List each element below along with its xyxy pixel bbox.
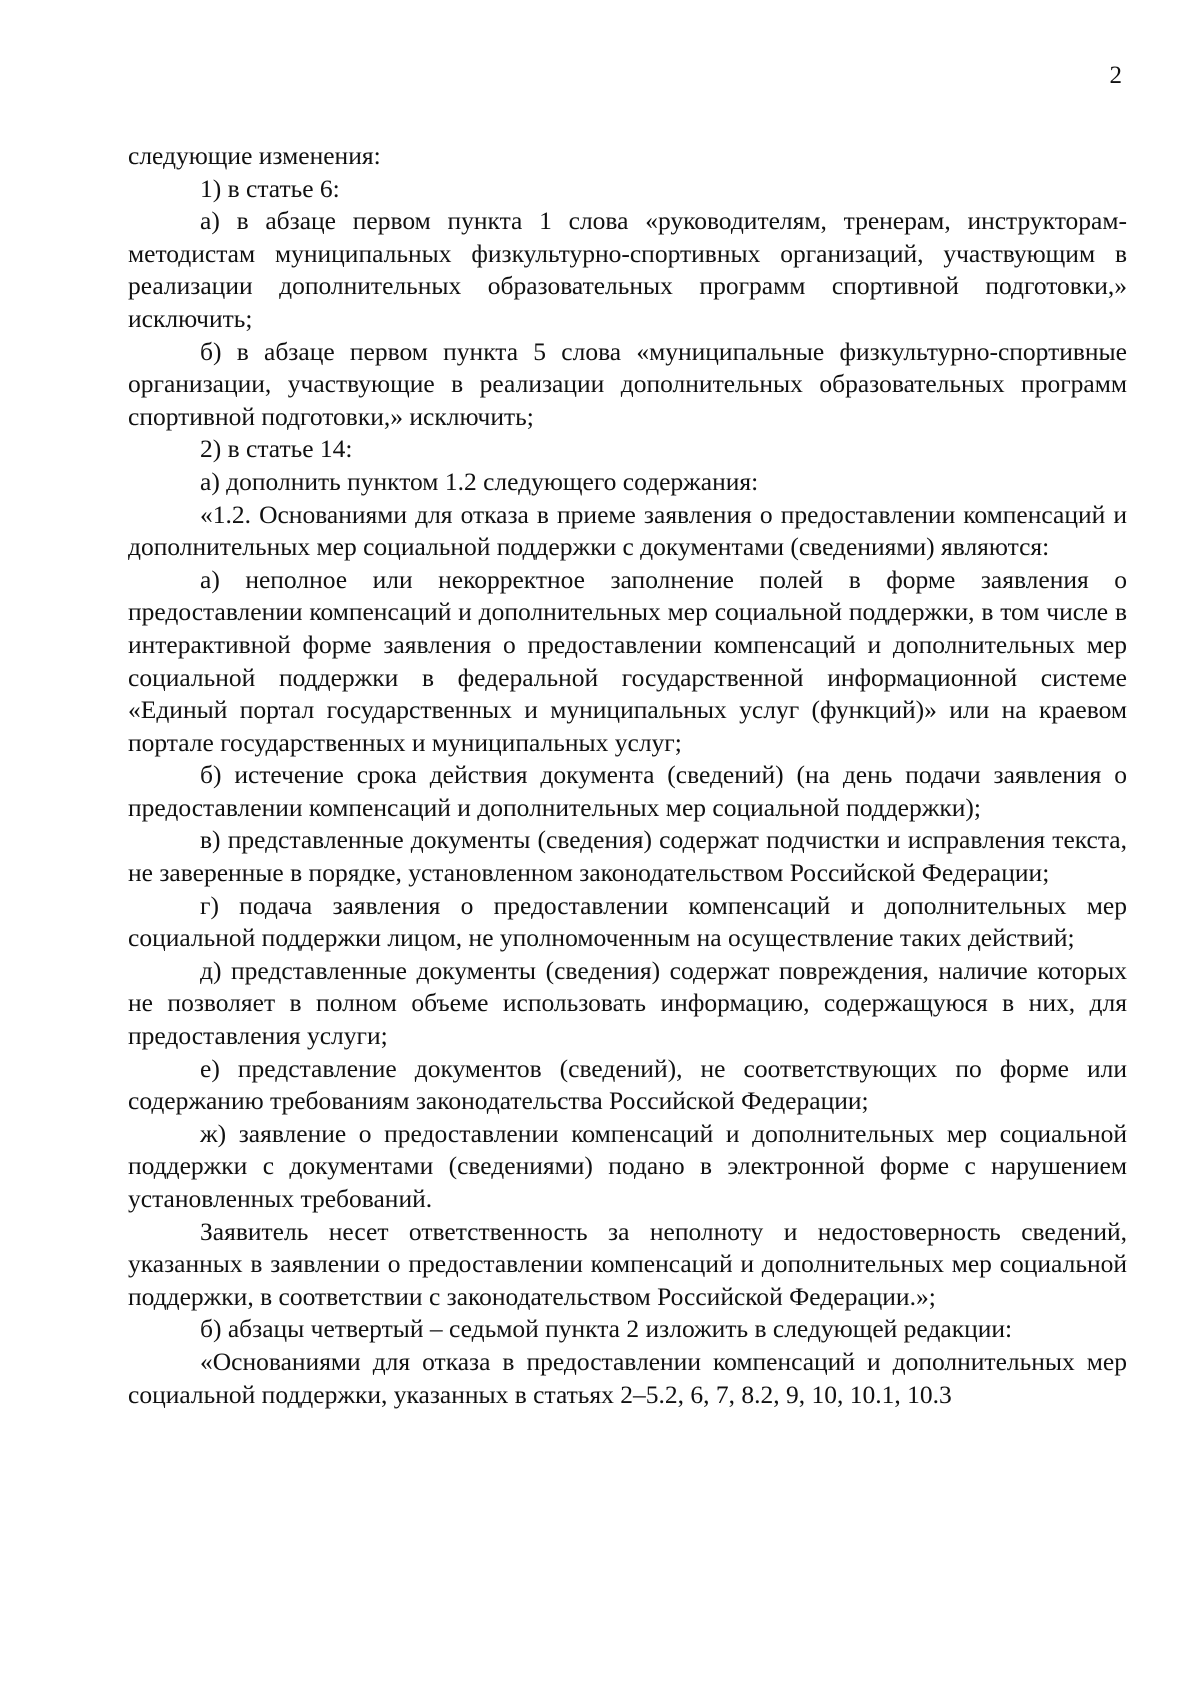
paragraph-item-b-point-5: б) в абзаце первом пункта 5 слова «муниципальные физкультурно-спортивные организации, участвующие в реализации дополнительных образовательных программ спортивной подготовки,» исключить; (128, 336, 1127, 431)
paragraph-intro: следующие изменения: (128, 141, 381, 170)
paragraph-ground-a: а) неполное или некорректное заполнение полей в форме заявления о предоставлении компенсаций и дополнительных мер социальной поддержки, в том числе в интерактивной форме заявления о предоставлении компенсаций и дополнительных мер социальной поддержки в федеральной государственной информационной системе «Единый портал государственных и муниципальных услуг (функций)» или на краевом портале государственных и муниципальных услуг; (128, 564, 1127, 757)
paragraph-article-6: 1) в статье 6: (200, 173, 340, 203)
paragraph-ground-zh: ж) заявление о предоставлении компенсаций и дополнительных мер социальной поддержки с документами (сведениями) подано в электронной форме с нарушением установленных требований. (128, 1118, 1127, 1213)
paragraph-article-14: 2) в статье 14: (200, 434, 353, 464)
paragraph-ground-e: е) представление документов (сведений), не соответствующих по форме или содержанию требованиям законодательства Российской Федерации; (128, 1053, 1127, 1116)
paragraph-item-b-point-2: б) абзацы четвертый – седьмой пункта 2 изложить в следующей редакции: (200, 1314, 1013, 1344)
page-number: 2 (1109, 62, 1122, 89)
paragraph-ground-g: г) подача заявления о предоставлении компенсаций и дополнительных мер социальной поддержки лицом, не уполномоченным на осуществление таких действий; (128, 890, 1127, 953)
paragraph-applicant-responsibility: Заявитель несет ответственность за неполноту и недостоверность сведений, указанных в заявлении о предоставлении компенсаций и дополнительных мер социальной поддержки, в соответствии с законодательством Российской Федерации.»; (128, 1216, 1127, 1311)
paragraph-item-a-point-1: а) в абзаце первом пункта 1 слова «руководителям, тренерам, инструкторам-методистам муниципальных физкультурно-спортивных организаций, участвующим в реализации дополнительных образовательных программ спортивной подготовки,» исключить; (128, 206, 1127, 333)
paragraph-add-point-1-2: а) дополнить пунктом 1.2 следующего содержания: (200, 466, 759, 496)
paragraph-point-1-2-grounds: «1.2. Основаниями для отказа в приеме заявления о предоставлении компенсаций и дополнительных мер социальной поддержки с документами (сведениями) являются: (128, 499, 1127, 562)
paragraph-ground-b: б) истечение срока действия документа (сведений) (на день подачи заявления о предоставлении компенсаций и дополнительных мер социальной поддержки); (128, 760, 1127, 822)
paragraph-ground-v: в) представленные документы (сведения) содержат подчистки и исправления текста, не заверенные в порядке, установленном законодательством Российской Федерации; (128, 825, 1127, 888)
paragraph-refusal-grounds: «Основаниями для отказа в предоставлении компенсаций и дополнительных мер социальной поддержки, указанных в статьях 2–5.2, 6, 7, 8.2, 9, 10, 10.1, 10.3 (128, 1346, 1127, 1409)
paragraph-ground-d: д) представленные документы (сведения) содержат повреждения, наличие которых не позволяет в полном объеме использовать информацию, содержащуюся в них, для предоставления услуги; (128, 955, 1127, 1051)
document-body (128, 140, 1127, 1411)
